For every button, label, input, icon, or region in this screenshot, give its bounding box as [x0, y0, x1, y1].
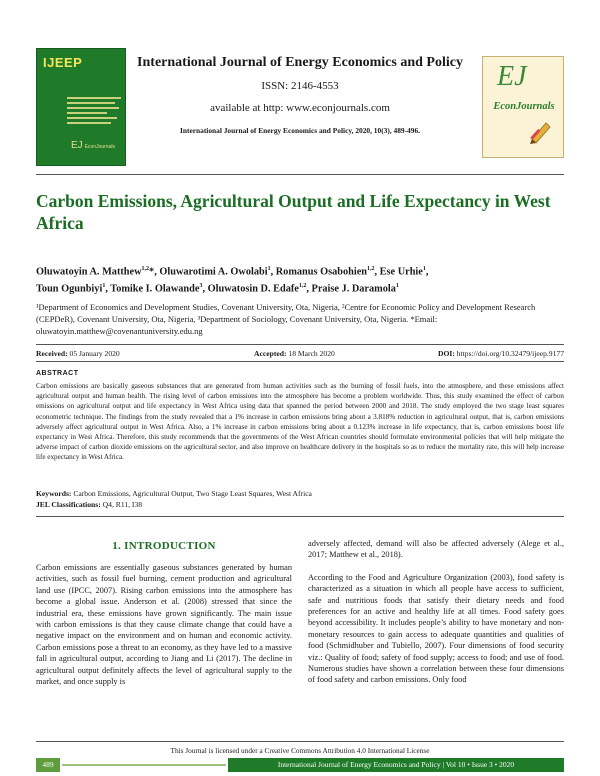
author-affiliation-mark: 1,2 [367, 266, 375, 272]
license-note: This Journal is licensed under a Creative Commons Attribution 4.0 International License [170, 746, 430, 755]
journal-header [36, 48, 564, 170]
abstract-text: Carbon emissions are basically gaseous substances that are generated from human activities such as the burning of fossil fuels, into the atmosphere, and these emissions affect agricultural output and human health. The rising level of carbon emissions into the atmosphere has become a problem worldwide. Thus, this study examined the effect of carbon emissions on agricultural output and life expectancy in West Africa using data that spanned the period between 2000 and 2018. The study employed the two stage least squares econometric technique. The findings from the study revealed that a 1% increase in carbon emissions bring about a 3.818% reduction in agricultural output, that is, carbon emissions adversely affect agricultural output in West Africa. Also, a 1% increase in carbon emissions bring about a 0.123% increase in life expectancy, that is, carbon emissions boost life expectancy in West Africa. Therefore, this study recommends that the governments of the West African countries should formulate environmental policies that will help mitigate the adverse impact of carbon dioxide emissions on the agricultural sector, and also improve on healthcare delivery in the hospitals so as to reduce the mortality rate, this will help increase life expectancy in West Africa. [36, 382, 564, 462]
author-separator: , [105, 283, 111, 295]
author-affiliation-mark: 1,2 [141, 266, 150, 272]
section-heading-introduction: 1. INTRODUCTION [112, 540, 216, 552]
dates-top-rule [36, 344, 564, 345]
affiliations: ¹Department of Economics and Development Studies, Covenant University, Ota, Nigeria, ²Centre for Economic Policy and Development Research (CEPDeR), Covenant University, Ota, Nigeria, ³Department of Sociology, Covenant University, Ota, Nigeria. *Email: oluwatoyin.matthew@covenantuniversity.edu.ng [36, 302, 536, 336]
received-label: Received: [36, 349, 68, 358]
ej-logo-letters: EJ [497, 61, 527, 92]
author-name: Oluwarotimi A. Owolabi [159, 266, 268, 278]
author-name: Praise J. Daramola [311, 283, 396, 295]
doi [438, 349, 564, 358]
journal-availability: available at http: www.econjournals.com [210, 102, 390, 114]
author-name: Oluwatoyin A. Matthew [36, 266, 142, 278]
keywords-value: Carbon Emissions, Agricultural Output, Two Stage Least Squares, West Africa [73, 489, 312, 498]
keywords-line [36, 489, 564, 500]
author-separator: , [306, 283, 312, 295]
keywords-rule [36, 516, 564, 517]
received-value: 05 January 2020 [69, 349, 120, 358]
header-rule [36, 174, 564, 175]
author-line-2 [36, 279, 564, 296]
author-name: Toun Ogunbiyi [36, 283, 103, 295]
pencil-icon [529, 119, 551, 145]
econjournals-logo [482, 56, 564, 158]
intro-paragraph-1: Carbon emissions are essentially gaseous substances generated by human activities, such as fossil fuel burning, cement production and agricultural land use (IPCC, 2007). Rising carbon emissions into the atmosphere has become a global issue. Anderson et al. (2008) stressed that since the industrial era, these emissions have grown significantly. The main issue with carbon emissions is that they cause climate change that could have a negative impact on the environment and on human and economic activity. Carbon emissions pose a threat to an economy, as they have led to a massive fall in agricultural output, according to Jiang and Li (2017). The decline in agricultural output definitely affects the level of agricultural supply to the market, and once supply is [36, 563, 292, 687]
journal-issn: ISSN: 2146-4553 [261, 80, 339, 92]
author-separator: , [270, 266, 276, 278]
footer-rule [36, 741, 564, 742]
jel-line [36, 500, 564, 511]
author-affiliation-mark: 3 [199, 283, 203, 290]
author-affiliation-mark: 1 [395, 283, 399, 290]
author-name: Romanus Osabohien [275, 266, 368, 278]
intro-paragraph-2: According to the Food and Agriculture Organization (2003), food safety is characterized as a situation in which all people have access to sufficient, safe and nutritious foods that satisfy their dietary needs and food preferences for an active and healthy life at all times. Food safety goes beyond accessibility. It includes people’s ability to have monetary and non-monetary resources to gain access to adequate quantities and qualities of food (Schmidhuber and Tubiello, 2007). Four dimensions of food security viz.: Quality of food; safety of food supply; access to food; and use of food. Numerous studies have shown a correlation between these four dimensions of food safety and carbon emissions. Only food [308, 572, 564, 685]
article-title: Carbon Emissions, Agricultural Output and Life Expectancy in West Africa [36, 191, 551, 233]
cover-abbreviation: IJEEP [43, 55, 83, 70]
author-affiliation-mark: 1,2 [298, 283, 307, 290]
author-name: Ese Urhie [379, 266, 423, 278]
intro-paragraph-continued: adversely affected, demand will also be affected adversely (Alege et al., 2017; Matthew et al., 2018). [308, 539, 564, 560]
accepted-date [254, 349, 335, 358]
footer-accent-line [62, 764, 226, 766]
jel-label: JEL Classifications: [36, 499, 101, 509]
author-separator: *, [149, 266, 160, 278]
author-name: Tomike I. Olawande [110, 283, 200, 295]
cover-mini-logo-text: EJ [71, 140, 83, 151]
doi-link[interactable]: https://doi.org/10.32479/ijeep.9177 [456, 349, 564, 358]
author-line-1 [36, 262, 564, 279]
cover-text-lines [67, 97, 121, 127]
body-column-right [308, 538, 564, 697]
page-number: 489 [36, 758, 60, 772]
author-separator: , [374, 266, 380, 278]
header-center [136, 54, 464, 135]
received-date [36, 349, 120, 358]
page-footer [36, 758, 564, 772]
author-separator: , [425, 266, 429, 278]
author-affiliation-mark: 1 [102, 283, 106, 290]
footer-journal-band: International Journal of Energy Economics and Policy | Vol 10 • Issue 3 • 2020 [228, 758, 564, 772]
cover-mini-logo [71, 140, 115, 151]
article-citation: International Journal of Energy Economics and Policy, 2020, 10(3), 489-496. [180, 126, 420, 135]
abstract-heading: ABSTRACT [36, 370, 79, 377]
doi-label: DOI: [437, 349, 455, 358]
author-affiliation-mark: 1 [267, 266, 271, 272]
author-name: Oluwatosin D. Edafe [207, 283, 299, 295]
accepted-value: 18 March 2020 [288, 349, 335, 358]
cover-mini-logo-sub: EconJournals [84, 144, 115, 150]
accepted-label: Accepted: [254, 349, 287, 358]
journal-title: International Journal of Energy Economics and Policy [137, 55, 463, 70]
journal-cover-thumbnail [36, 48, 126, 166]
author-affiliation-mark: 1 [422, 266, 426, 272]
keywords-block [36, 489, 564, 510]
dates-bottom-rule [36, 361, 564, 362]
author-separator: , [202, 283, 208, 295]
econjournals-wordmark: EconJournals [493, 101, 555, 112]
author-list [36, 262, 564, 297]
keywords-label: Keywords: [36, 489, 72, 498]
body-column-left [36, 562, 292, 698]
jel-value: Q4, R11, I38 [102, 499, 143, 509]
